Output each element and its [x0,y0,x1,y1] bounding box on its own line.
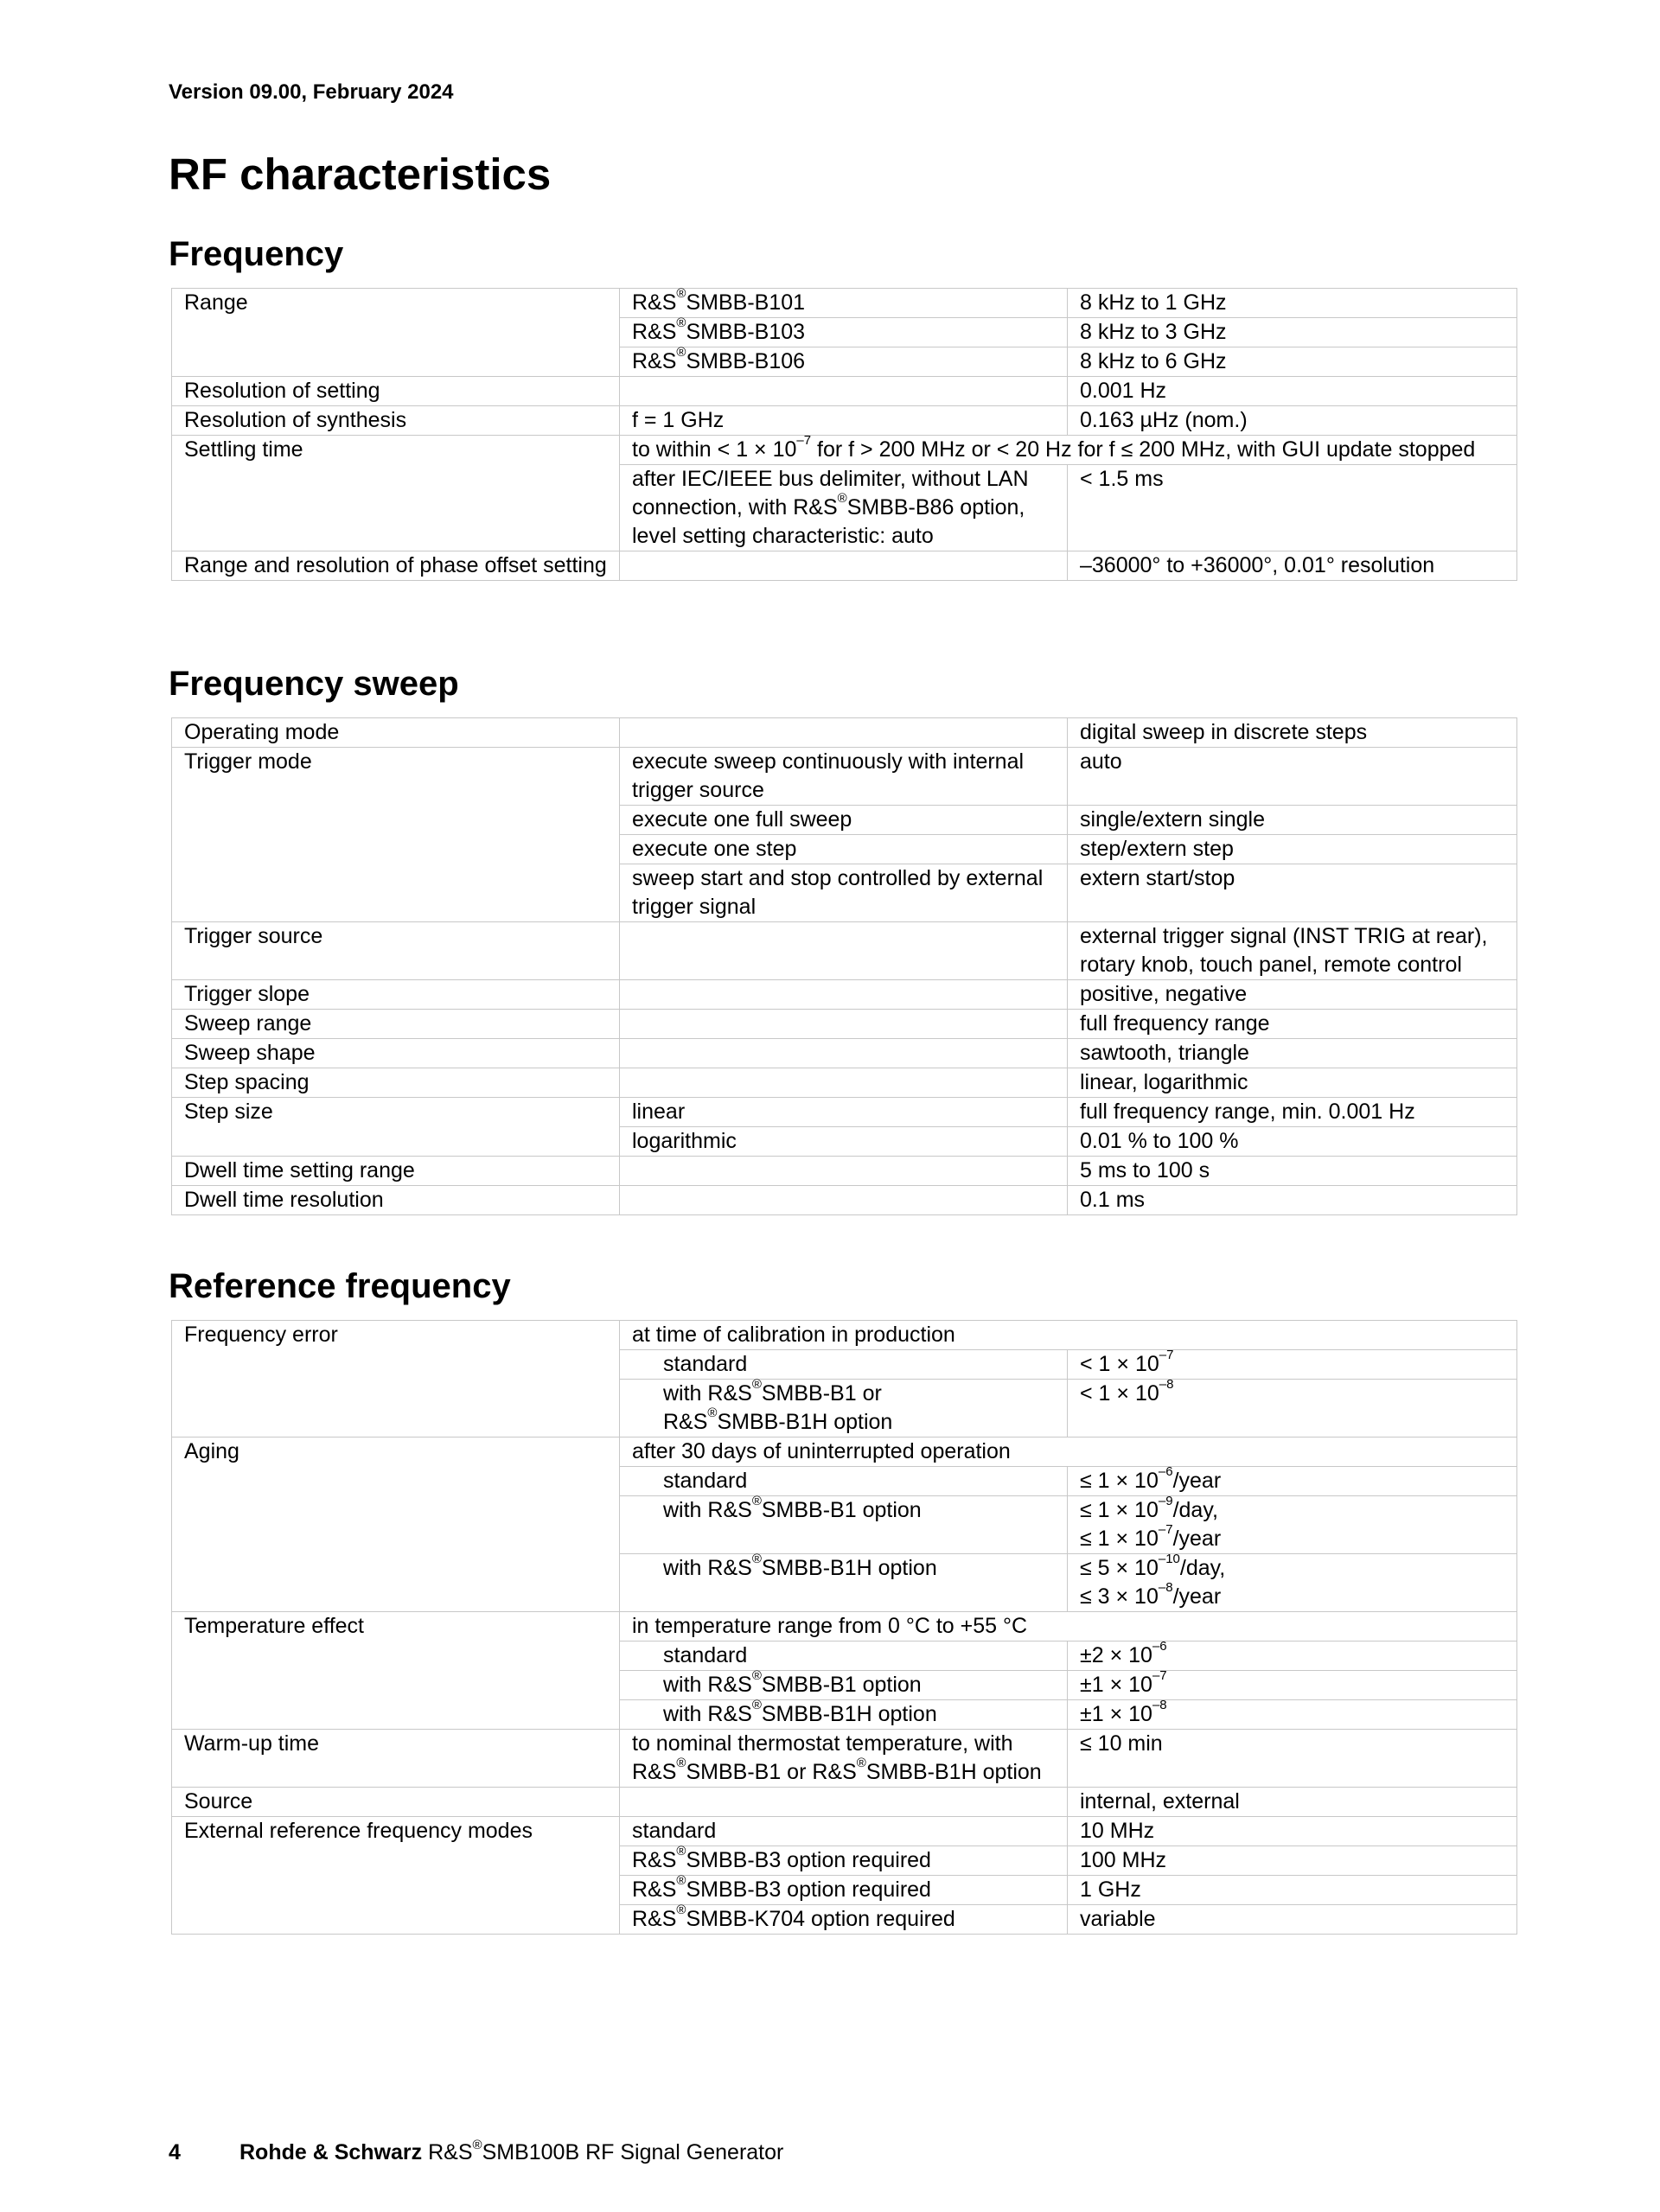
spec-value: ≤ 10 min [1068,1730,1517,1788]
spec-label: Range and resolution of phase offset setting [172,551,620,581]
spec-condition [620,980,1068,1010]
spec-label: Step size [172,1098,620,1157]
spec-condition: execute sweep continuously with internal trigger source [620,748,1068,806]
table-row [172,436,1517,465]
table-row [172,1010,1517,1039]
spec-condition [620,718,1068,748]
spec-value: < 1.5 ms [1068,465,1517,551]
spec-condition [620,1068,1068,1098]
spec-condition: with R&S®SMBB-B1 or R&S®SMBB-B1H option [620,1380,1068,1437]
spec-label: Resolution of setting [172,377,620,406]
spec-label: Sweep range [172,1010,620,1039]
spec-value: ≤ $1 \times 10^{-9}$/day, ≤ $1 \times 10^{-7}$/year [1068,1496,1517,1554]
spec-label: Warm-up time [172,1730,620,1788]
spec-value: 8 kHz to 1 GHz [1068,289,1517,318]
table-row [172,1788,1517,1817]
spec-value: ≤ $5 \times 10^{-10}$/day, ≤ $3 \times 10^{-8}$/year [1068,1554,1517,1612]
spec-value: 0.163 µHz (nom.) [1068,406,1517,436]
spec-label: Settling time [172,436,620,551]
footer-product: R&S®SMB100B RF Signal Generator [428,2138,784,2164]
table-row [172,1437,1517,1467]
spec-value: positive, negative [1068,980,1517,1010]
table-row [172,1817,1517,1846]
footer-company: Rohde & Schwarz [239,2140,423,2164]
spec-condition: to nominal thermostat temperature, with R&S®SMBB-B1 or R&S®SMBB-B1H option [620,1730,1068,1788]
spec-label: Trigger source [172,922,620,980]
spec-condition: R&S®SMBB-B103 [620,318,1068,347]
spec-value: 0.1 ms [1068,1186,1517,1215]
table-row [172,980,1517,1010]
spec-value: 8 kHz to 3 GHz [1068,318,1517,347]
spec-condition: at time of calibration in production [620,1321,1517,1350]
spec-condition: logarithmic [620,1127,1068,1157]
spec-condition [620,551,1068,581]
table-row [172,1730,1517,1788]
table-row [172,1157,1517,1186]
spec-value: < $1 \times 10^{-8}$ [1068,1380,1517,1437]
reference-frequency-table [171,1320,1517,1935]
spec-condition: sweep start and stop controlled by external trigger signal [620,864,1068,922]
table-row [172,406,1517,436]
table-row [172,922,1517,980]
table-row [172,1098,1517,1127]
spec-value: ≤ $1 \times 10^{-6}$/year [1068,1467,1517,1496]
spec-value: 10 MHz [1068,1817,1517,1846]
table-row [172,1068,1517,1098]
spec-condition [620,922,1068,980]
spec-value: sawtooth, triangle [1068,1039,1517,1068]
section-heading-frequency: Frequency [169,235,344,273]
spec-value: variable [1068,1905,1517,1935]
table-row [172,1612,1517,1641]
spec-value: external trigger signal (INST TRIG at rear), rotary knob, touch panel, remote control [1068,922,1517,980]
spec-label: Sweep shape [172,1039,620,1068]
spec-condition: linear [620,1098,1068,1127]
table-row [172,377,1517,406]
spec-value: 0.01 % to 100 % [1068,1127,1517,1157]
section-heading-frequency-sweep: Frequency sweep [169,665,459,703]
spec-condition: standard [620,1817,1068,1846]
spec-condition [620,1788,1068,1817]
spec-condition [620,1157,1068,1186]
spec-value: digital sweep in discrete steps [1068,718,1517,748]
spec-value: < $1 \times 10^{-7}$ [1068,1350,1517,1380]
spec-condition: standard [620,1467,1068,1496]
spec-value: extern start/stop [1068,864,1517,922]
spec-label: Frequency error [172,1321,620,1437]
spec-label: Trigger mode [172,748,620,922]
spec-label: Resolution of synthesis [172,406,620,436]
spec-value: linear, logarithmic [1068,1068,1517,1098]
table-row [172,718,1517,748]
spec-condition: f = 1 GHz [620,406,1068,436]
spec-label: Range [172,289,620,377]
spec-value: $\pm 2 \times 10^{-6}$ [1068,1641,1517,1671]
table-row [172,551,1517,581]
spec-label: Temperature effect [172,1612,620,1730]
spec-label: External reference frequency modes [172,1817,620,1935]
spec-label: Operating mode [172,718,620,748]
spec-condition: with R&S®SMBB-B1H option [620,1700,1068,1730]
section-heading-reference-frequency: Reference frequency [169,1267,511,1305]
spec-condition: with R&S®SMBB-B1H option [620,1554,1068,1612]
spec-value: $\pm 1 \times 10^{-7}$ [1068,1671,1517,1700]
spec-label: Dwell time setting range [172,1157,620,1186]
spec-value: 8 kHz to 6 GHz [1068,347,1517,377]
page-title: RF characteristics [169,150,552,199]
frequency-sweep-table [171,717,1517,1215]
page-footer [169,2140,783,2165]
frequency-table [171,288,1517,581]
spec-condition [620,377,1068,406]
table-row [172,748,1517,806]
spec-condition: after 30 days of uninterrupted operation [620,1437,1517,1467]
spec-condition: in temperature range from 0 °C to +55 °C [620,1612,1517,1641]
spec-condition: R&S®SMBB-B106 [620,347,1068,377]
spec-value: internal, external [1068,1788,1517,1817]
spec-value: 1 GHz [1068,1876,1517,1905]
spec-condition: with R&S®SMBB-B1 option [620,1496,1068,1554]
spec-condition: R&S®SMBB-B101 [620,289,1068,318]
table-row [172,1321,1517,1350]
spec-condition: R&S®SMBB-B3 option required [620,1876,1068,1905]
spec-condition: R&S®SMBB-B3 option required [620,1846,1068,1876]
spec-label: Source [172,1788,620,1817]
spec-label: Step spacing [172,1068,620,1098]
spec-value: single/extern single [1068,806,1517,835]
spec-label: Trigger slope [172,980,620,1010]
spec-condition: standard [620,1350,1068,1380]
spec-condition: execute one step [620,835,1068,864]
spec-condition: R&S®SMBB-K704 option required [620,1905,1068,1935]
spec-value: –36000° to +36000°, 0.01° resolution [1068,551,1517,581]
spec-label: Dwell time resolution [172,1186,620,1215]
spec-condition: with R&S®SMBB-B1 option [620,1671,1068,1700]
version-header: Version 09.00, February 2024 [169,80,454,104]
spec-value: auto [1068,748,1517,806]
spec-value: step/extern step [1068,835,1517,864]
spec-value: full frequency range [1068,1010,1517,1039]
spec-value: full frequency range, min. 0.001 Hz [1068,1098,1517,1127]
spec-condition: to within < $1 \times 10^{-7}$ for f > 200 MHz or < 20 Hz for f ≤ 200 MHz, with GUI update stopped [620,436,1517,465]
spec-condition: execute one full sweep [620,806,1068,835]
spec-value: 100 MHz [1068,1846,1517,1876]
spec-condition: standard [620,1641,1068,1671]
spec-label: Aging [172,1437,620,1612]
spec-value: 5 ms to 100 s [1068,1157,1517,1186]
page-number: 4 [169,2140,181,2164]
spec-condition: after IEC/IEEE bus delimiter, without LAN connection, with R&S®SMBB-B86 option, level setting characteristic: auto [620,465,1068,551]
table-row [172,289,1517,318]
table-row [172,1039,1517,1068]
spec-condition [620,1010,1068,1039]
spec-condition [620,1039,1068,1068]
table-row [172,1186,1517,1215]
spec-value: $\pm 1 \times 10^{-8}$ [1068,1700,1517,1730]
spec-value: 0.001 Hz [1068,377,1517,406]
spec-condition [620,1186,1068,1215]
